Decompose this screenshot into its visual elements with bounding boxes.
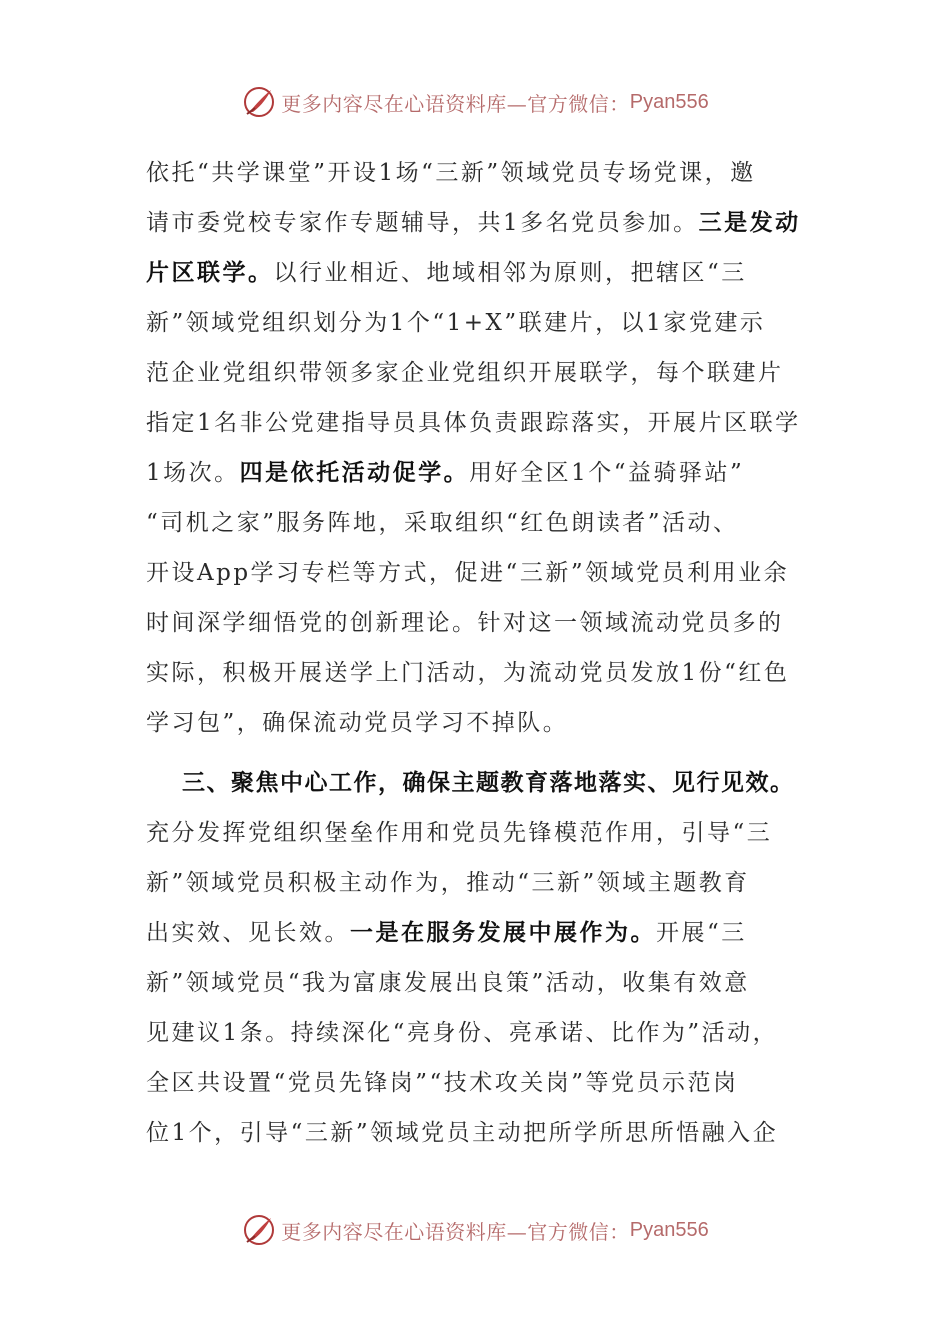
bold-lead: 一是在服务发展中展作为。 <box>350 919 656 946</box>
text-line: 全区共设置“党员先锋岗”“技术攻关岗”等党员示范岗 <box>146 1070 739 1096</box>
watermark-wechat-id: Pyan556 <box>629 90 709 113</box>
text-line: “司机之家”服务阵地，采取组织“红色朗读者”活动、 <box>146 510 739 536</box>
text-line: 充分发挥党组织堡垒作用和党员先锋模范作用，引导“三 <box>146 820 773 846</box>
text-line: 见建议1条。持续深化“亮身份、亮承诺、比作为”活动， <box>146 1020 779 1046</box>
text-line: 新”领域党组织划分为1个“1+X”联建片，以1家党建示 <box>146 310 766 336</box>
text-line: 实际，积极开展送学上门活动，为流动党员发放1份“红色 <box>146 660 790 686</box>
footer-watermark-banner <box>0 1210 950 1250</box>
text-line: 片区联学。以行业相近、地域相邻为原则，把辖区“三 <box>146 259 747 286</box>
text-line: 新”领域党员积极主动作为，推动“三新”领域主题教育 <box>146 870 750 896</box>
text-line: 开设App学习专栏等方式，促进“三新”领域党员利用业余 <box>146 560 790 586</box>
text-line: 新”领域党员“我为富康发展出良策”活动，收集有效意 <box>146 970 750 996</box>
header-watermark-banner <box>0 82 950 122</box>
text-line: 位1个，引导“三新”领域党员主动把所学所思所悟融入企 <box>146 1120 779 1146</box>
text-line: 请市委党校专家作专题辅导，共1多名党员参加。三是发动 <box>146 209 801 236</box>
text-line: 依托“共学课堂”开设1场“三新”领域党员专场党课，邀 <box>146 160 756 186</box>
text-line: 指定1名非公党建指导员具体负责跟踪落实，开展片区联学 <box>146 410 801 436</box>
quill-logo-icon <box>241 1212 277 1248</box>
document-body <box>146 148 808 1158</box>
text-line: 1场次。四是依托活动促学。用好全区1个“益骑驿站” <box>146 459 745 486</box>
text-line: 出实效、见长效。一是在服务发展中展作为。开展“三 <box>146 919 747 946</box>
quill-logo-icon <box>241 84 277 120</box>
bold-lead: 三是发动 <box>698 209 801 236</box>
bold-lead: 四是依托活动促学。 <box>239 459 470 486</box>
text-line: 范企业党组织带领多家企业党组织开展联学，每个联建片 <box>146 360 784 386</box>
section-heading: 三、聚焦中心工作，确保主题教育落地落实、见行见效。 <box>182 769 795 796</box>
watermark-text: 更多内容尽在心语资料库—官方微信： <box>281 91 630 116</box>
watermark-wechat-id: Pyan556 <box>629 1218 709 1241</box>
bold-lead: 片区联学。 <box>146 259 274 286</box>
text-line: 时间深学细悟党的创新理论。针对这一领域流动党员多的 <box>146 610 784 636</box>
watermark-text: 更多内容尽在心语资料库—官方微信： <box>281 1219 630 1244</box>
text-line: 学习包”，确保流动党员学习不掉队。 <box>146 710 569 736</box>
